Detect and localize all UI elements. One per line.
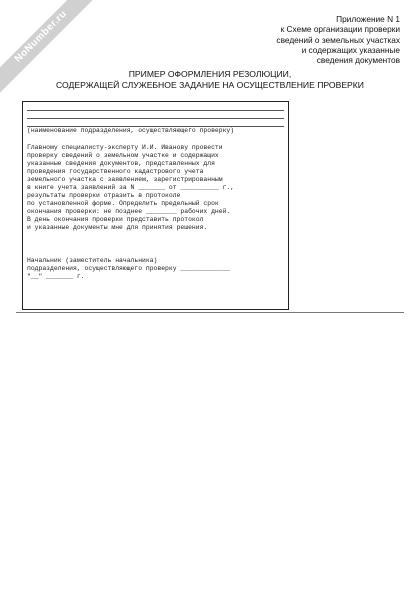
heading-line: СОДЕРЖАЩЕЙ СЛУЖЕБНОЕ ЗАДАНИЕ НА ОСУЩЕСТВЛЕНИЕ ПРОВЕРКИ xyxy=(56,79,364,90)
signature-line: подразделения, осуществляющего проверку _____________ xyxy=(27,265,231,272)
blank-line xyxy=(27,110,284,111)
page-divider xyxy=(16,312,404,313)
appendix-line: к Схеме организации проверки xyxy=(280,24,400,35)
body-line: в книге учета заявлений за N _______ от __________ г., xyxy=(27,184,235,191)
body-line: по установленной форме. Определить предельный срок xyxy=(27,200,219,207)
body-line: проверку сведений о земельном участке и содержащих xyxy=(27,152,219,159)
appendix-line: Приложение N 1 xyxy=(336,14,400,24)
body-line: указанные сведения документов, представленных для xyxy=(27,160,215,167)
resolution-box xyxy=(22,101,289,310)
signature-line: Начальник (заместитель начальника) xyxy=(27,257,158,264)
body-line: земельного участка с заявлением, зарегистрированным xyxy=(27,176,223,183)
body-line: проведения государственного кадастрового учета xyxy=(27,168,204,175)
heading-line: ПРИМЕР ОФОРМЛЕНИЯ РЕЗОЛЮЦИИ, xyxy=(128,69,292,79)
blank-line xyxy=(27,118,284,119)
document-heading xyxy=(0,69,420,90)
body-line: результаты проверки отразить в протоколе xyxy=(27,192,181,199)
dept-caption: (наименование подразделения, осуществляющего проверку) xyxy=(27,127,235,134)
appendix-line: и содержащих указанные xyxy=(301,44,400,55)
watermark-text: NoNumber.ru xyxy=(12,8,70,65)
body-line: и указанные документы мне для принятия решения. xyxy=(27,224,208,231)
body-line: окончания проверки: не позднее ________ рабочих дней. xyxy=(27,208,231,215)
body-line: В день окончания проверки представить протокол xyxy=(27,216,204,223)
body-line: Главному специалисту-эксперту И.И. Иванову провести xyxy=(27,144,223,151)
signature-date: "__" _______ г. xyxy=(27,273,85,280)
appendix-line: сведений о земельных участках xyxy=(276,34,400,45)
appendix-reference xyxy=(250,14,400,65)
appendix-line: сведения документов xyxy=(316,55,400,66)
